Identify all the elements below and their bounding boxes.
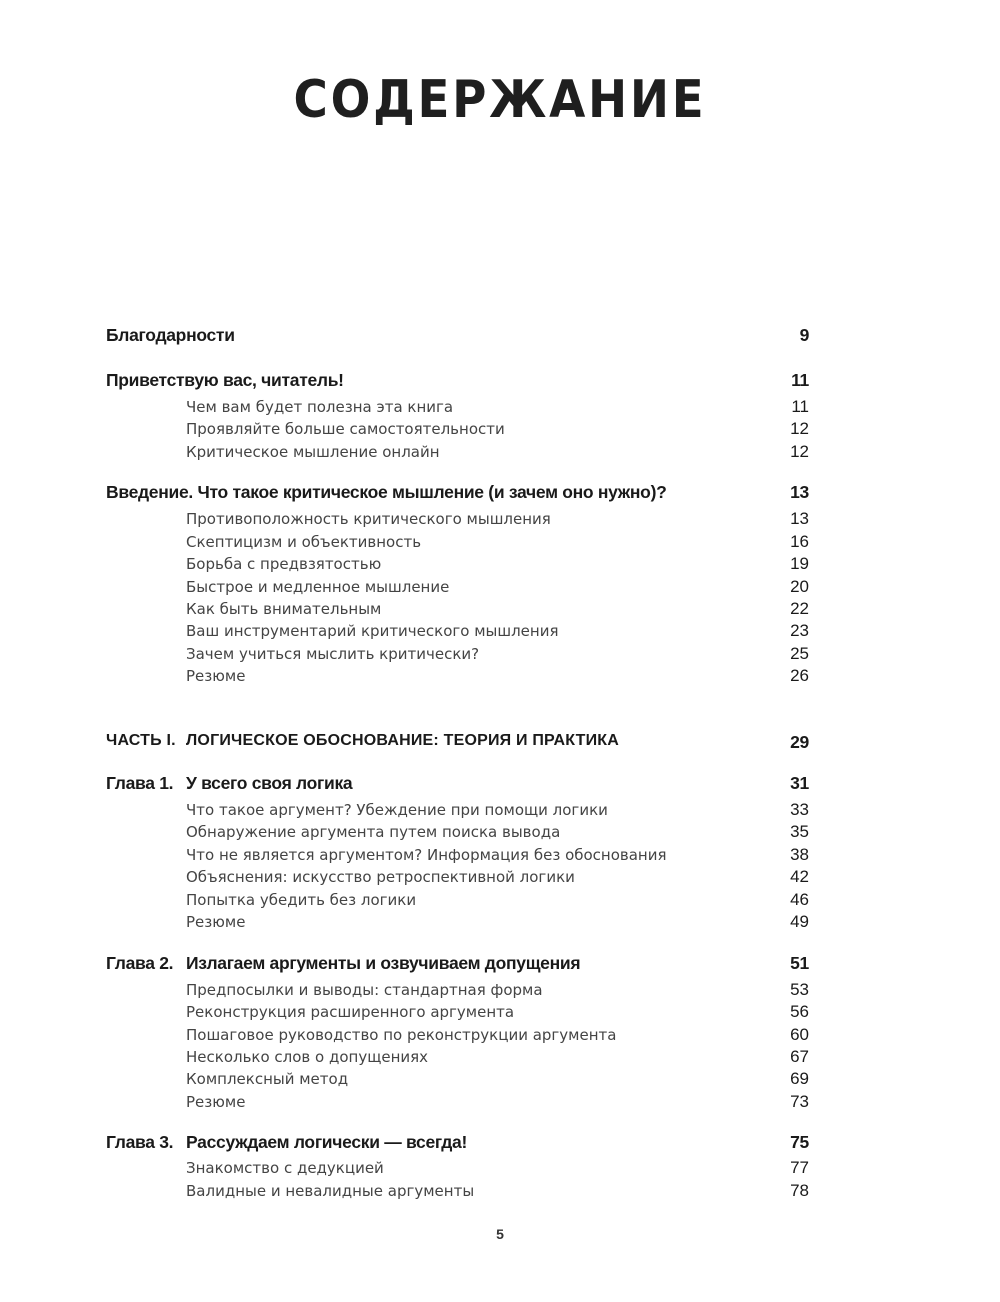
page-title: СОДЕРЖАНИЕ [293, 70, 707, 130]
toc-entry-title: Комплексный метод [186, 1070, 349, 1088]
toc-entry-page: 31 [790, 773, 809, 793]
toc-entry-prefix: Глава 3. [106, 1132, 174, 1152]
toc-entry [0, 800, 1000, 824]
toc-entry-page: 16 [790, 532, 809, 551]
toc-entry-page: 38 [790, 845, 809, 864]
toc-entry-title: Рассуждаем логически — всегда! [186, 1132, 467, 1152]
toc-entry-page: 78 [790, 1181, 809, 1200]
toc-entry-title: Резюме [186, 913, 246, 931]
toc-entry [0, 397, 1000, 421]
toc-entry-page: 46 [790, 890, 809, 909]
toc-entry-page: 35 [790, 822, 809, 841]
toc-entry-page: 29 [790, 732, 809, 752]
toc-entry-page: 60 [790, 1025, 809, 1044]
toc-entry-page: 11 [791, 397, 809, 416]
toc-entry [0, 732, 1000, 756]
toc-entry-page: 77 [790, 1158, 809, 1177]
toc-entry-prefix: Глава 2. [106, 953, 174, 973]
toc-entry [0, 442, 1000, 466]
toc-entry-title: Объяснения: искусство ретроспективной логики [186, 868, 575, 886]
toc-entry-title: Пошаговое руководство по реконструкции аргумента [186, 1026, 617, 1044]
toc-entry-title: Предпосылки и выводы: стандартная форма [186, 981, 543, 999]
toc-entry-page: 12 [790, 442, 809, 461]
toc-entry [0, 867, 1000, 891]
toc-entry-prefix: ЧАСТЬ I. [106, 732, 176, 749]
toc-entry-page: 26 [790, 666, 809, 685]
toc-entry-prefix: Глава 1. [106, 773, 174, 793]
page-number: 5 [496, 1226, 504, 1242]
toc-entry-page: 9 [799, 325, 809, 345]
toc-entry [0, 325, 1000, 349]
toc-entry-title: Скептицизм и объективность [186, 533, 422, 551]
toc-entry [0, 1132, 1000, 1156]
toc-entry-page: 42 [790, 867, 809, 886]
toc-entry [0, 554, 1000, 578]
toc-entry-page: 51 [790, 953, 809, 973]
toc-entry [0, 370, 1000, 394]
toc-entry-title: ЛОГИЧЕСКОЕ ОБОСНОВАНИЕ: ТЕОРИЯ И ПРАКТИКА [186, 732, 620, 749]
toc-entry-title: Несколько слов о допущениях [186, 1048, 429, 1066]
toc-entry-page: 11 [791, 370, 809, 390]
toc-entry-title: Что такое аргумент? Убеждение при помощи логики [186, 801, 608, 819]
toc-entry [0, 509, 1000, 533]
toc-entry [0, 773, 1000, 797]
toc-entry-page: 33 [790, 800, 809, 819]
toc-entry [0, 532, 1000, 556]
toc-entry-title: Чем вам будет полезна эта книга [186, 398, 454, 416]
toc-entry-page: 73 [790, 1092, 809, 1111]
toc-entry [0, 644, 1000, 668]
toc-entry-title: Попытка убедить без логики [186, 891, 417, 909]
toc-entry [0, 1047, 1000, 1071]
toc-entry [0, 822, 1000, 846]
toc-entry [0, 666, 1000, 690]
toc-entry-title: Ваш инструментарий критического мышления [186, 622, 559, 640]
toc-entry-title: Обнаружение аргумента путем поиска вывода [186, 823, 561, 841]
toc-entry [0, 1025, 1000, 1049]
toc-entry-title: Введение. Что такое критическое мышление (и зачем оно нужно)? [106, 482, 667, 502]
toc-entry-title: Противоположность критического мышления [186, 510, 551, 528]
toc-entry-title: Валидные и невалидные аргументы [186, 1182, 475, 1200]
toc-entry-title: Критическое мышление онлайн [186, 443, 440, 461]
toc-entry-page: 12 [790, 419, 809, 438]
toc-entry-page: 25 [790, 644, 809, 663]
toc-entry [0, 482, 1000, 506]
toc-entry-page: 75 [790, 1132, 809, 1152]
toc-entry-title: Что не является аргументом? Информация без обоснования [186, 846, 667, 864]
toc-entry [0, 1158, 1000, 1182]
toc-entry-title: Благодарности [106, 325, 235, 345]
toc-entry-page: 20 [790, 577, 809, 596]
toc-entry-page: 19 [790, 554, 809, 573]
toc-entry-title: У всего своя логика [186, 773, 353, 793]
toc-entry [0, 912, 1000, 936]
toc-entry [0, 599, 1000, 623]
toc-entry [0, 890, 1000, 914]
toc-entry-title: Как быть внимательным [186, 600, 382, 618]
toc-entry [0, 419, 1000, 443]
toc-entry [0, 953, 1000, 977]
toc-entry-title: Знакомство с дедукцией [186, 1159, 384, 1177]
toc-entry-page: 53 [790, 980, 809, 999]
toc-entry-title: Зачем учиться мыслить критически? [186, 645, 480, 663]
toc-entry-page: 67 [790, 1047, 809, 1066]
toc-entry-page: 13 [790, 482, 809, 502]
toc-entry-page: 22 [790, 599, 809, 618]
toc-entry [0, 1092, 1000, 1116]
toc-entry [0, 1069, 1000, 1093]
toc-entry-title: Проявляйте больше самостоятельности [186, 420, 505, 438]
toc-entry [0, 621, 1000, 645]
toc-entry-title: Борьба с предвзятостью [186, 555, 382, 573]
toc-entry-title: Быстрое и медленное мышление [186, 578, 450, 596]
toc-entry-page: 56 [790, 1002, 809, 1021]
toc-entry-page: 49 [790, 912, 809, 931]
toc-entry [0, 980, 1000, 1004]
toc-entry-page: 13 [790, 509, 809, 528]
toc-entry [0, 845, 1000, 869]
toc-entry [0, 1002, 1000, 1026]
toc-entry-title: Резюме [186, 1093, 246, 1111]
toc-entry-title: Резюме [186, 667, 246, 685]
toc-entry-page: 23 [790, 621, 809, 640]
toc-entry-page: 69 [790, 1069, 809, 1088]
toc-entry-title: Приветствую вас, читатель! [106, 370, 344, 390]
toc-entry-title: Излагаем аргументы и озвучиваем допущения [186, 953, 581, 973]
toc-entry [0, 577, 1000, 601]
toc-entry-title: Реконструкция расширенного аргумента [186, 1003, 515, 1021]
toc-entry [0, 1181, 1000, 1205]
